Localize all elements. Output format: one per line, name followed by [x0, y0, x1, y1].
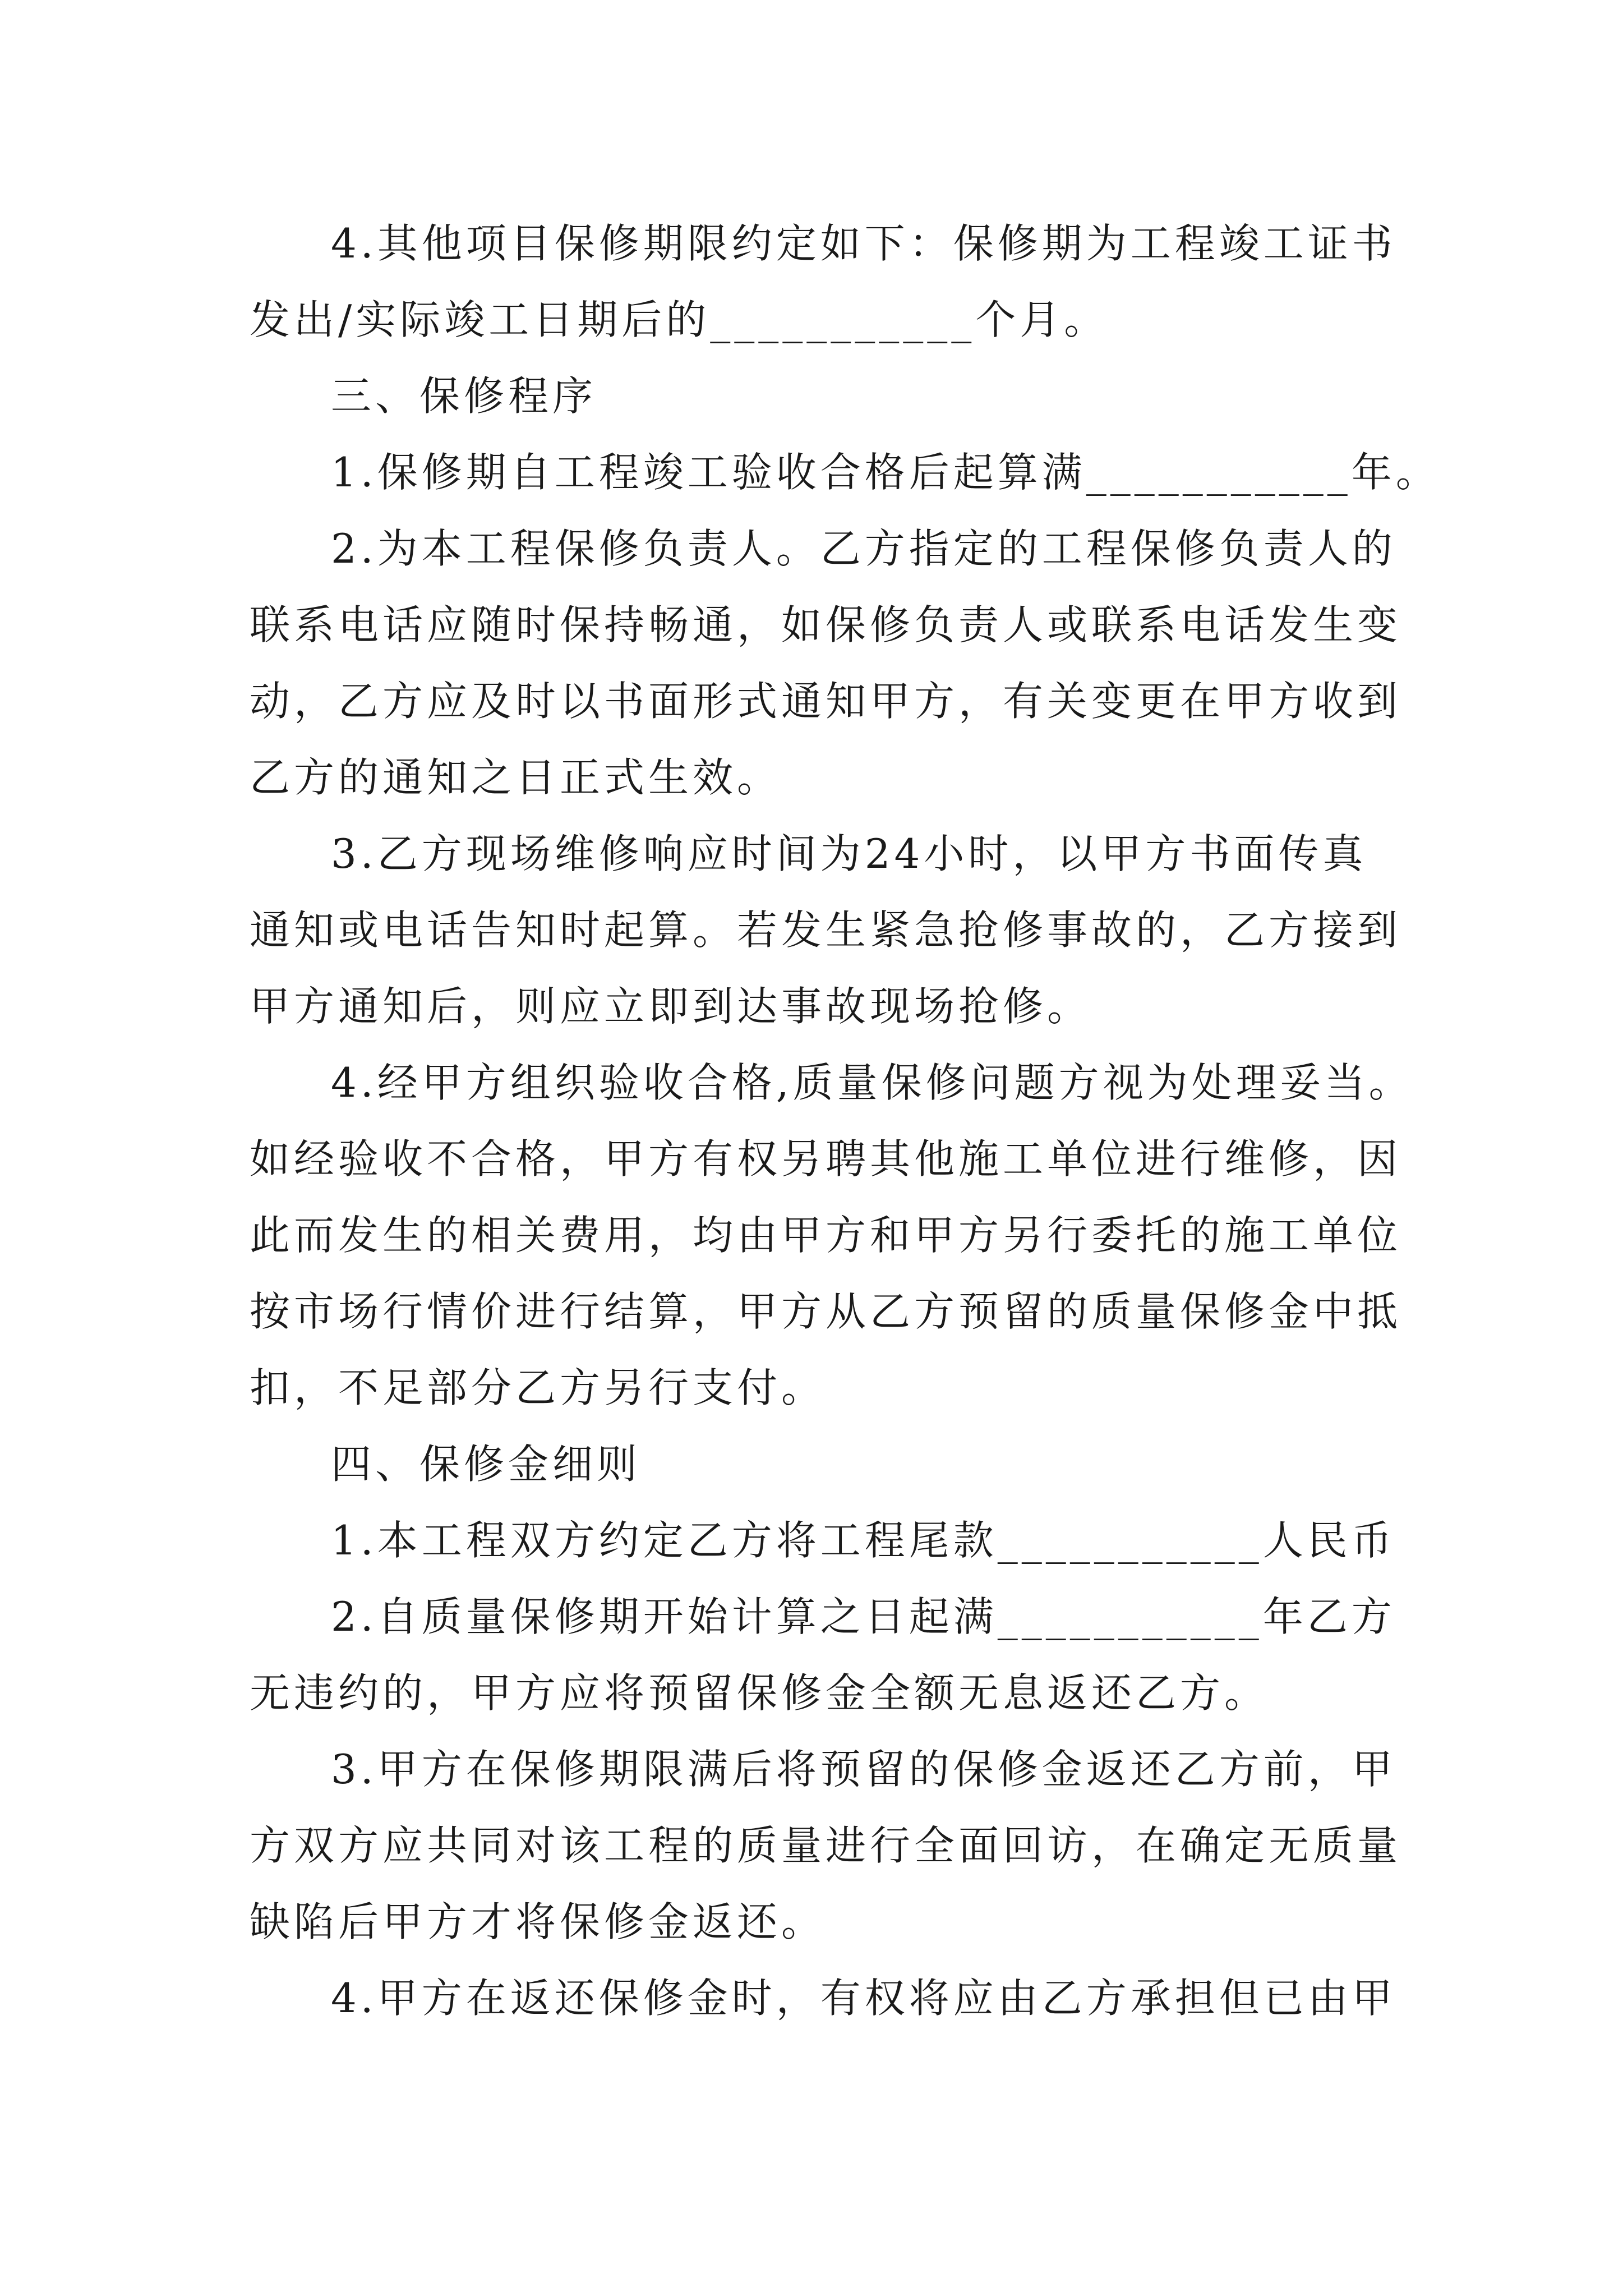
text-line: 按市场行情价进行结算，甲方从乙方预留的质量保修金中抵: [250, 1288, 1402, 1335]
text-line: 1.本工程双方约定乙方将工程尾款___________人民币: [331, 1517, 1396, 1564]
text-line: 通知或电话告知时起算。若发生紧急抢修事故的，乙方接到: [250, 907, 1402, 954]
text-line: 方双方应共同对该工程的质量进行全面回访，在确定无质量: [250, 1822, 1402, 1869]
text-line: 扣，不足部分乙方另行支付。: [250, 1364, 826, 1411]
section-heading: 三、保修程序: [331, 372, 597, 420]
text-line: 乙方的通知之日正式生效。: [250, 754, 782, 801]
text-line: 3.乙方现场维修响应时间为24小时，以甲方书面传真: [331, 830, 1367, 877]
text-line: 甲方通知后，则应立即到达事故现场抢修。: [250, 983, 1092, 1030]
text-line: 2.为本工程保修负责人。乙方指定的工程保修负责人的: [331, 525, 1396, 572]
text-line: 联系电话应随时保持畅通，如保修负责人或联系电话发生变: [250, 601, 1402, 648]
text-line: 4.甲方在返还保修金时，有权将应由乙方承担但已由甲: [331, 1975, 1396, 2022]
text-line: 此而发生的相关费用，均由甲方和甲方另行委托的施工单位: [250, 1212, 1402, 1259]
text-line: 1.保修期自工程竣工验收合格后起算满___________年。: [331, 449, 1440, 496]
text-line: 发出/实际竣工日期后的___________个月。: [250, 296, 1109, 343]
text-line: 如经验收不合格，甲方有权另聘其他施工单位进行维修，因: [250, 1135, 1402, 1182]
section-heading: 四、保修金细则: [331, 1441, 642, 1488]
text-line: 3.甲方在保修期限满后将预留的保修金返还乙方前，甲: [331, 1746, 1396, 1793]
text-line: 4.经甲方组织验收合格,质量保修问题方视为处理妥当。: [331, 1059, 1413, 1106]
text-line: 缺陷后甲方才将保修金返还。: [250, 1898, 826, 1945]
text-line: 动，乙方应及时以书面形式通知甲方，有关变更在甲方收到: [250, 678, 1402, 725]
text-line: 4.其他项目保修期限约定如下：保修期为工程竣工证书: [331, 220, 1396, 267]
text-line: 2.自质量保修期开始计算之日起满___________年乙方: [331, 1593, 1396, 1640]
text-line: 无违约的，甲方应将预留保修金全额无息返还乙方。: [250, 1669, 1269, 1717]
